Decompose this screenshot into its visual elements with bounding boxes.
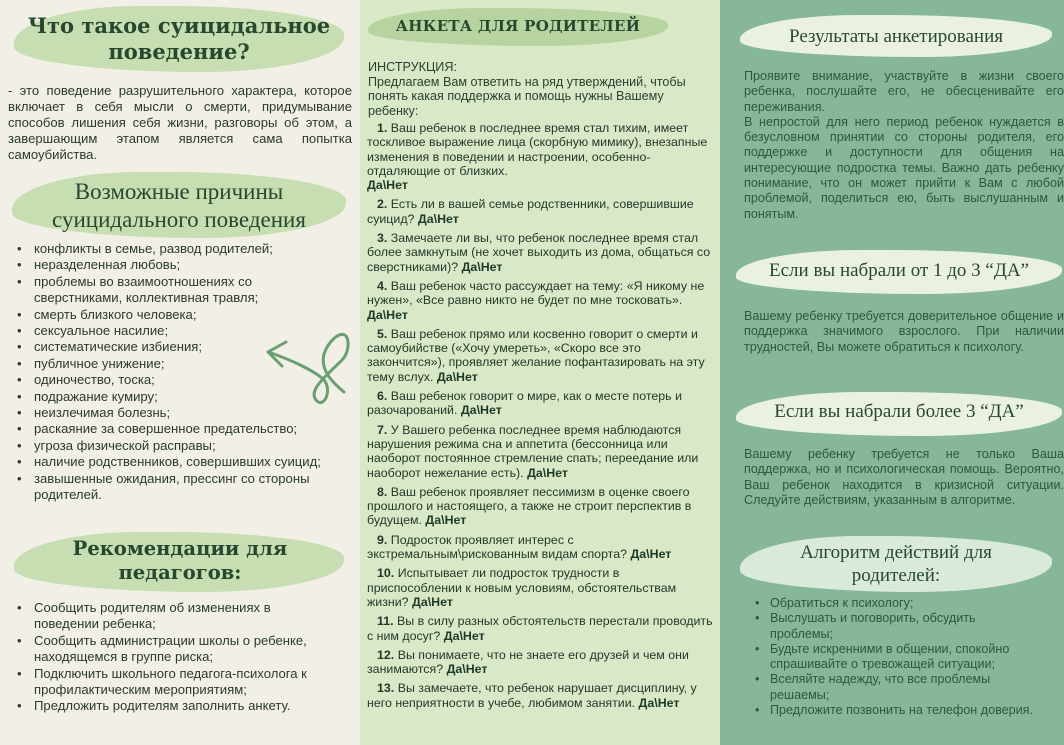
question-item (367, 389, 715, 418)
question-text: Подросток проявляет интерес с экстремальным\рискованным видам спорта? (367, 532, 628, 562)
list-item: • сексуальное насилие; (14, 323, 324, 339)
algorithm-title: Алгоритм действий для родителей: (800, 542, 992, 587)
list-item: • систематические избиения; (14, 339, 324, 355)
question-number: 7. (377, 422, 388, 437)
list-item: • Предложить родителям заполнить анкету. (14, 698, 334, 714)
results-text: Проявите внимание, участвуйте в жизни своего ребенка, послушайте его, не обесценивайте его переживания. В непростой для него период ребенок нуждается в безусловном принятии со стороны родителя, его поддержке и доступности для общения на интересующие подростка темы. Важно дать ребенку понимание, что он может прийти к Вам с любой проблемой, поделиться ею, быть выслушанным и понятым. (744, 69, 1064, 221)
list-item: • Выслушать и поговорить, обсудить проблемы; (752, 611, 1042, 642)
question-item (367, 423, 715, 480)
list-item: • Подключить школьного педагога-психолога к профилактическим мероприятиям; (14, 666, 334, 699)
question-number: 13. (377, 681, 395, 696)
questionnaire-title: АНКЕТА ДЛЯ РОДИТЕЛЕЙ (395, 17, 641, 35)
question-number: 2. (377, 197, 388, 212)
what-text: - это поведение разрушительного характера, которое включает в себя мысли о смерти, придумывание способов лишения себя жизни, разговоры об этом, а завершающим этапом является сама попытка самоубийства. (8, 83, 352, 162)
list-item: • конфликты в семье, развод родителей; (14, 241, 324, 257)
question-number: 5. (377, 326, 388, 341)
answer-yes-no[interactable]: Да\Нет (460, 403, 502, 418)
question-text: Ваш ребенок часто рассуждает на тему: «Я никому не нужен», «Все равно никто не будет по мне тосковать». (367, 278, 705, 308)
list-item: • неразделенная любовь; (14, 257, 324, 273)
question-item (367, 197, 715, 226)
questions-list (367, 121, 715, 715)
question-item (367, 681, 715, 710)
list-item: • наличие родственников, совершивших суицид; (14, 454, 324, 470)
answer-yes-no[interactable]: Да\Нет (638, 695, 680, 710)
list-item: • Предложите позвонить на телефон доверия. (752, 703, 1042, 718)
question-text: У Вашего ребенка последнее время наблюдаются нарушения режима сна и аппетита (бессонница или наоборот постоянное стремление спать; переедание или наоборот нежелание есть). (367, 422, 699, 480)
list-item: • завышенные ожидания, прессинг со стороны родителей. (14, 471, 324, 504)
list-item: • угроза физической расправы; (14, 438, 324, 454)
answer-yes-no[interactable]: Да\Нет (436, 369, 478, 384)
list-item: • публичное унижение; (14, 356, 324, 372)
question-number: 6. (377, 389, 388, 404)
list-item: • подражание кумиру; (14, 389, 324, 405)
question-text: Ваш ребенок в последнее время стал тихим, имеет тоскливое выражение лица (скорбную мимику), внезапные изменения в поведении и настроении, особенно-отдаляющие от близких. (367, 121, 708, 178)
list-item: • смерть близкого человека; (14, 307, 324, 323)
question-text: Ваш ребенок прямо или косвенно говорит о смерти и самоубийстве («Хочу умереть», «Скоро все это закончится»), проявляет желание пофантазировать на эту тему вслух. (367, 326, 705, 384)
list-item: • проблемы во взаимоотношениях со сверстниками, коллективная травля; (14, 274, 324, 307)
list-item: • Сообщить родителям об изменениях в поведении ребенка; (14, 600, 334, 633)
question-item (367, 231, 715, 274)
question-text: Ваш ребенок говорит о мире, как о месте потерь и разочарований. (367, 389, 682, 418)
answer-yes-no[interactable]: Да\Нет (630, 547, 672, 562)
results-title: Результаты анкетирования (789, 26, 1003, 47)
answer-yes-no[interactable]: Да\Нет (417, 211, 459, 226)
list-item: • Обратиться к психологу; (752, 596, 1042, 611)
question-number: 3. (377, 231, 388, 246)
recs-list (14, 600, 334, 715)
list-item: • одиночество, тоска; (14, 372, 324, 388)
list-item: • раскаяние за совершенное предательство; (14, 421, 324, 437)
question-text: Вы замечаете, что ребенок нарушает дисциплину, у него неприятности в учебе, любимом занятии. (367, 681, 697, 710)
column-left (0, 0, 360, 745)
question-item (367, 327, 715, 384)
answer-yes-no[interactable]: Да\Нет (367, 307, 408, 322)
question-text: Есть ли в вашей семье родственники, совершившие суицид? (367, 197, 694, 226)
question-text: Ваш ребенок проявляет пессимизм в оценке своего прошлого и настоящего, а также не строит перспектив в будущем. (367, 484, 692, 528)
answer-yes-no[interactable]: Да\Нет (527, 465, 568, 480)
question-item (367, 566, 715, 609)
question-text: Вы в силу разных обстоятельств перестали проводить с ним досуг? (367, 614, 713, 643)
answer-yes-no[interactable]: Да\Нет (412, 594, 453, 609)
curly-arrow-icon (262, 320, 357, 415)
rec-title: Рекомендации для педагогов: (72, 537, 288, 584)
question-number: 8. (377, 484, 388, 499)
question-number: 10. (377, 566, 395, 581)
score-1-3-title: Если вы набрали от 1 до 3 “ДА” (769, 260, 1029, 281)
question-number: 11. (377, 614, 394, 629)
answer-yes-no[interactable]: Да\Нет (425, 513, 467, 528)
answer-yes-no[interactable]: Да\Нет (461, 259, 503, 274)
question-text: Замечаете ли вы, что ребенок последнее время стал более замкнутым (не хочет выходить из дома, общаться со сверстниками)? (367, 231, 711, 274)
list-item: • Будьте искренними в общении, спокойно спрашивайте о тревожащей ситуации; (752, 642, 1042, 673)
algorithm-list (752, 596, 1042, 718)
question-number: 9. (377, 532, 388, 547)
causes-title: Возможные причины суицидального поведения (52, 179, 306, 233)
question-item (367, 485, 715, 528)
score-over-3-title: Если вы набрали более 3 “ДА” (774, 401, 1024, 422)
question-item (367, 121, 715, 192)
question-item (367, 614, 715, 643)
column-middle (360, 0, 720, 745)
question-item (367, 279, 715, 322)
answer-yes-no[interactable]: Да\Нет (446, 662, 488, 677)
answer-yes-no[interactable]: Да\Нет (443, 628, 485, 643)
column-right (720, 0, 1064, 745)
score-1-3-text: Вашему ребенку требуется доверительное общение и поддержка значимого взрослого. При наличии трудностей, Вы можете обратиться к психологу. (744, 309, 1064, 354)
question-text: Вы понимаете, что не знаете его друзей и чем они занимаются? (367, 647, 689, 677)
answer-yes-no[interactable]: Да\Нет (367, 178, 408, 193)
question-number: 4. (377, 278, 388, 293)
question-text: Испытывает ли подросток трудности в приспособлении к новым условиям, обстоятельствам жизни? (367, 566, 677, 609)
question-number: 1. (377, 121, 388, 135)
score-over-3-text: Вашему ребенку требуется не только Ваша поддержка, но и психологическая помощь. Вероятно, Ваш ребенок находится в кризисной ситуации. Следуйте действиям, указанным в алгоритме. (744, 447, 1064, 507)
instruction-title: ИНСТРУКЦИЯ: (368, 60, 457, 74)
question-item (367, 533, 715, 562)
list-item: • Вселяйте надежду, что все проблемы решаемы; (752, 672, 1042, 703)
list-item: • Сообщить администрации школы о ребенке, находящемся в группе риска; (14, 633, 334, 666)
list-item: • неизлечимая болезнь; (14, 405, 324, 421)
instruction-text: Предлагаем Вам ответить на ряд утверждений, чтобы понять какая поддержка и помощь нужны Вашему ребенку: (368, 75, 686, 118)
question-item (367, 648, 715, 677)
question-number: 12. (377, 647, 395, 662)
what-title: Что такое суицидальное поведение? (27, 13, 331, 64)
